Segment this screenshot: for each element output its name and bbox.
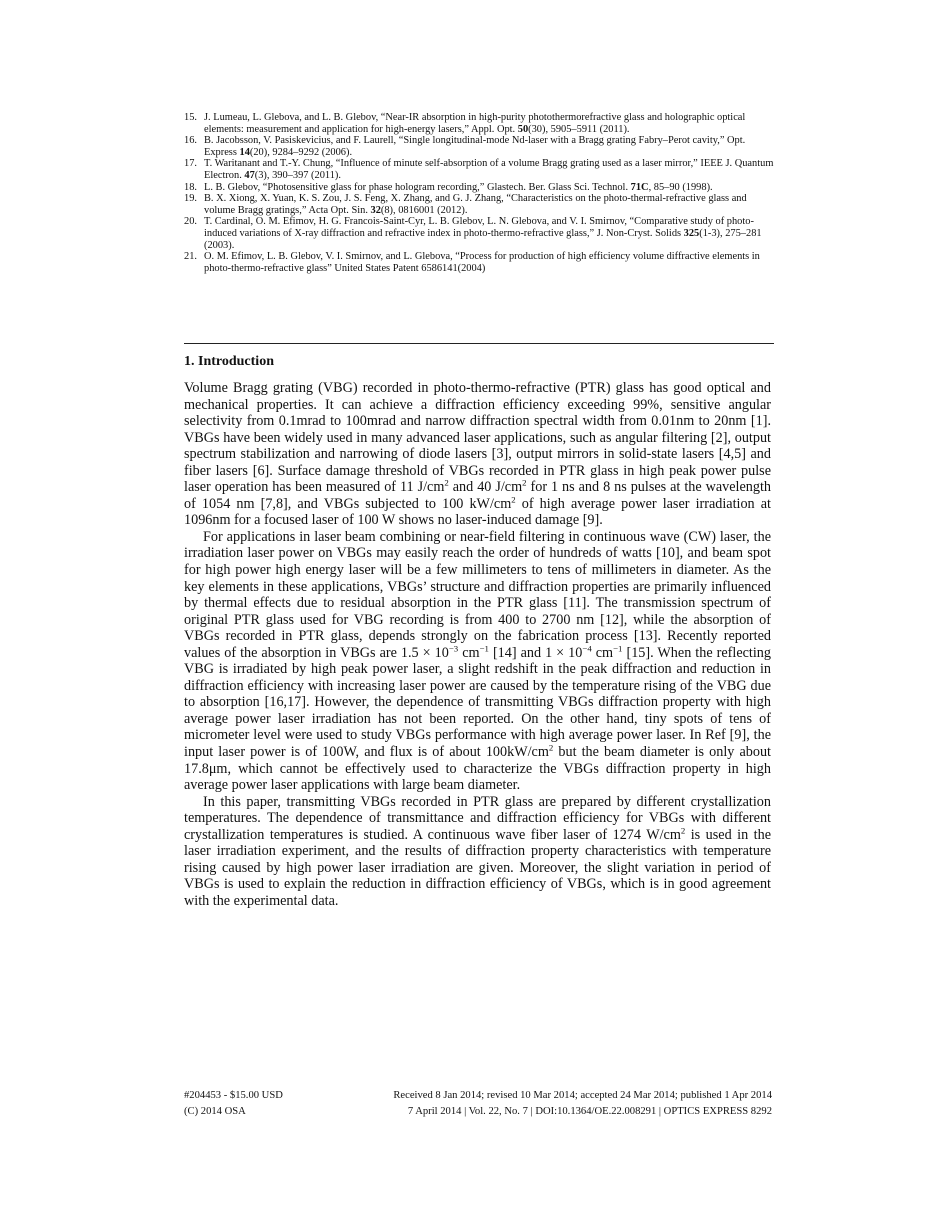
reference-number: 18. <box>184 181 197 193</box>
reference-item: 17. T. Waritanant and T.-Y. Chung, “Influence of minute self-absorption of a volume Bragg grating used as a laser mirror,” IEEE J. Quantum Electron. 47(3), 390–397 (2011). <box>184 158 774 181</box>
paragraph-1: Volume Bragg grating (VBG) recorded in photo-thermo-refractive (PTR) glass has good optical and mechanical properties. It can achieve a diffraction efficiency exceeding 99%, sensitive angular selectivity from 0.1mrad to 100mrad and narrow diffraction spectral width from 0.01nm to 20nm [1]. VBGs have been widely used in many advanced laser applications, such as angular filtering [2], output spectrum stabilization and narrowing of diode lasers [3], output mirrors in solid-state lasers [4,5] and fiber lasers [6]. Surface damage threshold of VBGs recorded in PTR glass in high peak power pulse laser operation has been measured of 11 $J/cm^2$ and 40 $J/cm^2$ for 1 ns and 8 ns pulses at the wavelength of 1054 nm [7,8], and VBGs subjected to 100 $kW/cm^2$ of high average power laser irradiation at 1096nm for a focused laser of 100 W shows no laser-induced damage [9]. <box>184 380 771 529</box>
reference-number: 16. <box>184 135 197 147</box>
reference-number: 15. <box>184 112 197 123</box>
reference-number: 19. <box>184 193 197 205</box>
paragraph-3: In this paper, transmitting VBGs recorded in PTR glass are prepared by different crystallization temperatures. The dependence of transmittance and diffraction efficiency for VBGs with different crystallization temperatures is studied. A continuous wave fiber laser of 1274 $W/cm^2$ is used in the laser irradiation experiment, and the results of diffraction property characteristics with temperature rising caused by high power laser irradiation are given. Moreover, the slight variation in period of VBGs is used to explain the reduction in diffraction efficiency of VBGs, which is in good agreement with the experimental data. <box>184 793 771 909</box>
reference-item: 20. T. Cardinal, O. M. Efimov, H. G. Francois-Saint-Cyr, L. B. Glebov, L. N. Glebova, and V. I. Smirnov, “Comparative study of photo-induced variations of X-ray diffraction and refractive index in photo-thermo-refractive glass,” J. Non-Cryst. Solids 325(1-3), 275–281 (2003). <box>184 216 762 251</box>
reference-item: 16. B. Jacobsson, V. Pasiskevicius, and F. Laurell, “Single longitudinal-mode Nd-laser with a Bragg grating Fabry–Perot cavity,” Opt. Express 14(20), 9284–9292 (2006). <box>184 135 746 158</box>
reference-number: 21. <box>184 251 197 263</box>
footer-row-1 <box>184 1088 772 1104</box>
introduction-body <box>184 380 771 910</box>
footer-price: #204453 - $15.00 USD <box>184 1090 283 1101</box>
footer-copyright: (C) 2014 OSA <box>184 1106 246 1117</box>
footer-dates: Received 8 Jan 2014; revised 10 Mar 2014; accepted 24 Mar 2014; published 1 Apr 2014 <box>393 1090 772 1101</box>
section-heading: 1. Introduction <box>184 354 274 369</box>
footer-row-2 <box>184 1104 772 1120</box>
reference-list <box>184 112 774 274</box>
page-footer <box>184 1088 772 1120</box>
reference-item: 18. L. B. Glebov, “Photosensitive glass for phase hologram recording,” Glastech. Ber. Glass Sci. Technol. 71C, 85–90 (1998). <box>184 181 713 193</box>
paragraph-2: For applications in laser beam combining or near-field filtering in continuous wave (CW) laser, the irradiation laser power on VBGs may easily reach the order of hundreds of watts [10], and beam spot for high power high energy laser will be a few millimeters to tens of millimeters in diameter. As the key elements in these applications, VBGs’ structure and diffraction properties are primarily influenced by thermal effects due to residual absorption in the PTR glass [11]. The transmission spectrum of original PTR glass used for VBG recording is from 400 to 2700 nm [12], while the absorption of VBGs recorded in PTR glass, depends strongly on the fabrication process [13]. Recently reported values of the absorption in VBGs are $1.5 \times 10^{-3}$ $cm^{-1}$ [14] and $1 \times 10^{-4}$ $cm^{-1}$ [15]. When the reflecting VBG is irradiated by high peak power laser, a slight redshift in the peak diffraction and reduction in diffraction efficiency with increasing laser power are caused by the temperature rising of the VBG due to absorption [16,17]. However, the dependence of transmitting VBGs diffraction property with high average power laser irradiation has not been reported. On the other hand, tiny spots of tens of micrometer level were used to study VBGs performance with high average power laser. In Ref [9], the input laser power is of 100W, and flux is of about $100kW/cm^2$ but the beam diameter is only about 17.8μm, which cannot be effectively used to characterize the VBGs diffraction property in high average power laser applications with large beam diameter. <box>184 528 771 794</box>
reference-item: 21. O. M. Efimov, L. B. Glebov, V. I. Smirnov, and L. Glebova, “Process for production of high efficiency volume diffractive elements in photo-thermo-refractive glass” United States Patent 6586141(2004) <box>184 251 760 274</box>
section-divider <box>184 343 774 344</box>
reference-item: 15. J. Lumeau, L. Glebova, and L. B. Glebov, “Near-IR absorption in high-purity photothermorefractive glass and holographic optical elements: measurement and application for high-energy lasers,” Appl. Opt. 50(30), 5905–5911 (2011). <box>184 112 746 135</box>
reference-number: 17. <box>184 158 197 170</box>
reference-item: 19. B. X. Xiong, X. Yuan, K. S. Zou, J. S. Feng, X. Zhang, and G. J. Zhang, “Characteristics on the photo-thermal-refractive glass and volume Bragg gratings,” Acta Opt. Sin. 32(8), 0816001 (2012). <box>184 193 747 216</box>
footer-citation: 7 April 2014 | Vol. 22, No. 7 | DOI:10.1364/OE.22.008291 | OPTICS EXPRESS 8292 <box>407 1106 772 1117</box>
reference-number: 20. <box>184 216 197 228</box>
